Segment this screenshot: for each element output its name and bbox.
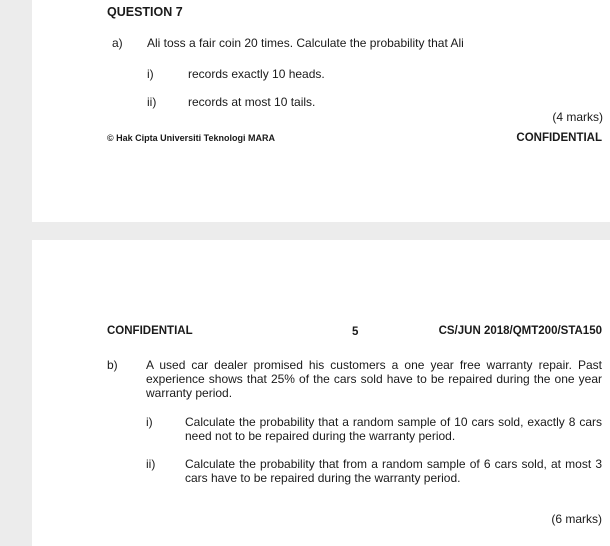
part-b-text: A used car dealer promised his customers a one year free warranty repair. Past experience shows that 25% of the cars sold have to be repaired during the one year warranty period. [146,358,602,400]
page-number: 5 [352,326,359,338]
part-b-marks: (6 marks) [551,512,602,526]
part-b-item-1-text: Calculate the probability that a random sample of 10 cars sold, exactly 8 cars need not to be repaired during the warranty period. [185,415,602,443]
page-top [32,0,610,222]
part-b-label: b) [107,358,118,372]
part-b-item-1-label: i) [146,415,153,429]
part-a-item-1-text: records exactly 10 heads. [188,67,325,81]
question-title: QUESTION 7 [107,5,183,19]
part-a-text: Ali toss a fair coin 20 times. Calculate the probability that Ali [147,36,464,50]
part-a-marks: (4 marks) [552,110,603,124]
part-b-item-2-label: ii) [146,457,156,471]
header-confidential: CONFIDENTIAL [107,325,193,337]
page-bottom [32,240,610,546]
footer-confidential: CONFIDENTIAL [516,132,602,144]
part-a-item-2-label: ii) [147,95,157,109]
part-b-item-2-text: Calculate the probability that from a random sample of 6 cars sold, at most 3 cars have to be repaired during the warranty period. [185,457,602,485]
header-code: CS/JUN 2018/QMT200/STA150 [438,325,602,337]
part-a-item-2-text: records at most 10 tails. [188,95,316,109]
part-a-item-1-label: i) [147,67,154,81]
part-a-label: a) [112,36,123,50]
copyright-footer: © Hak Cipta Universiti Teknologi MARA [107,133,275,143]
